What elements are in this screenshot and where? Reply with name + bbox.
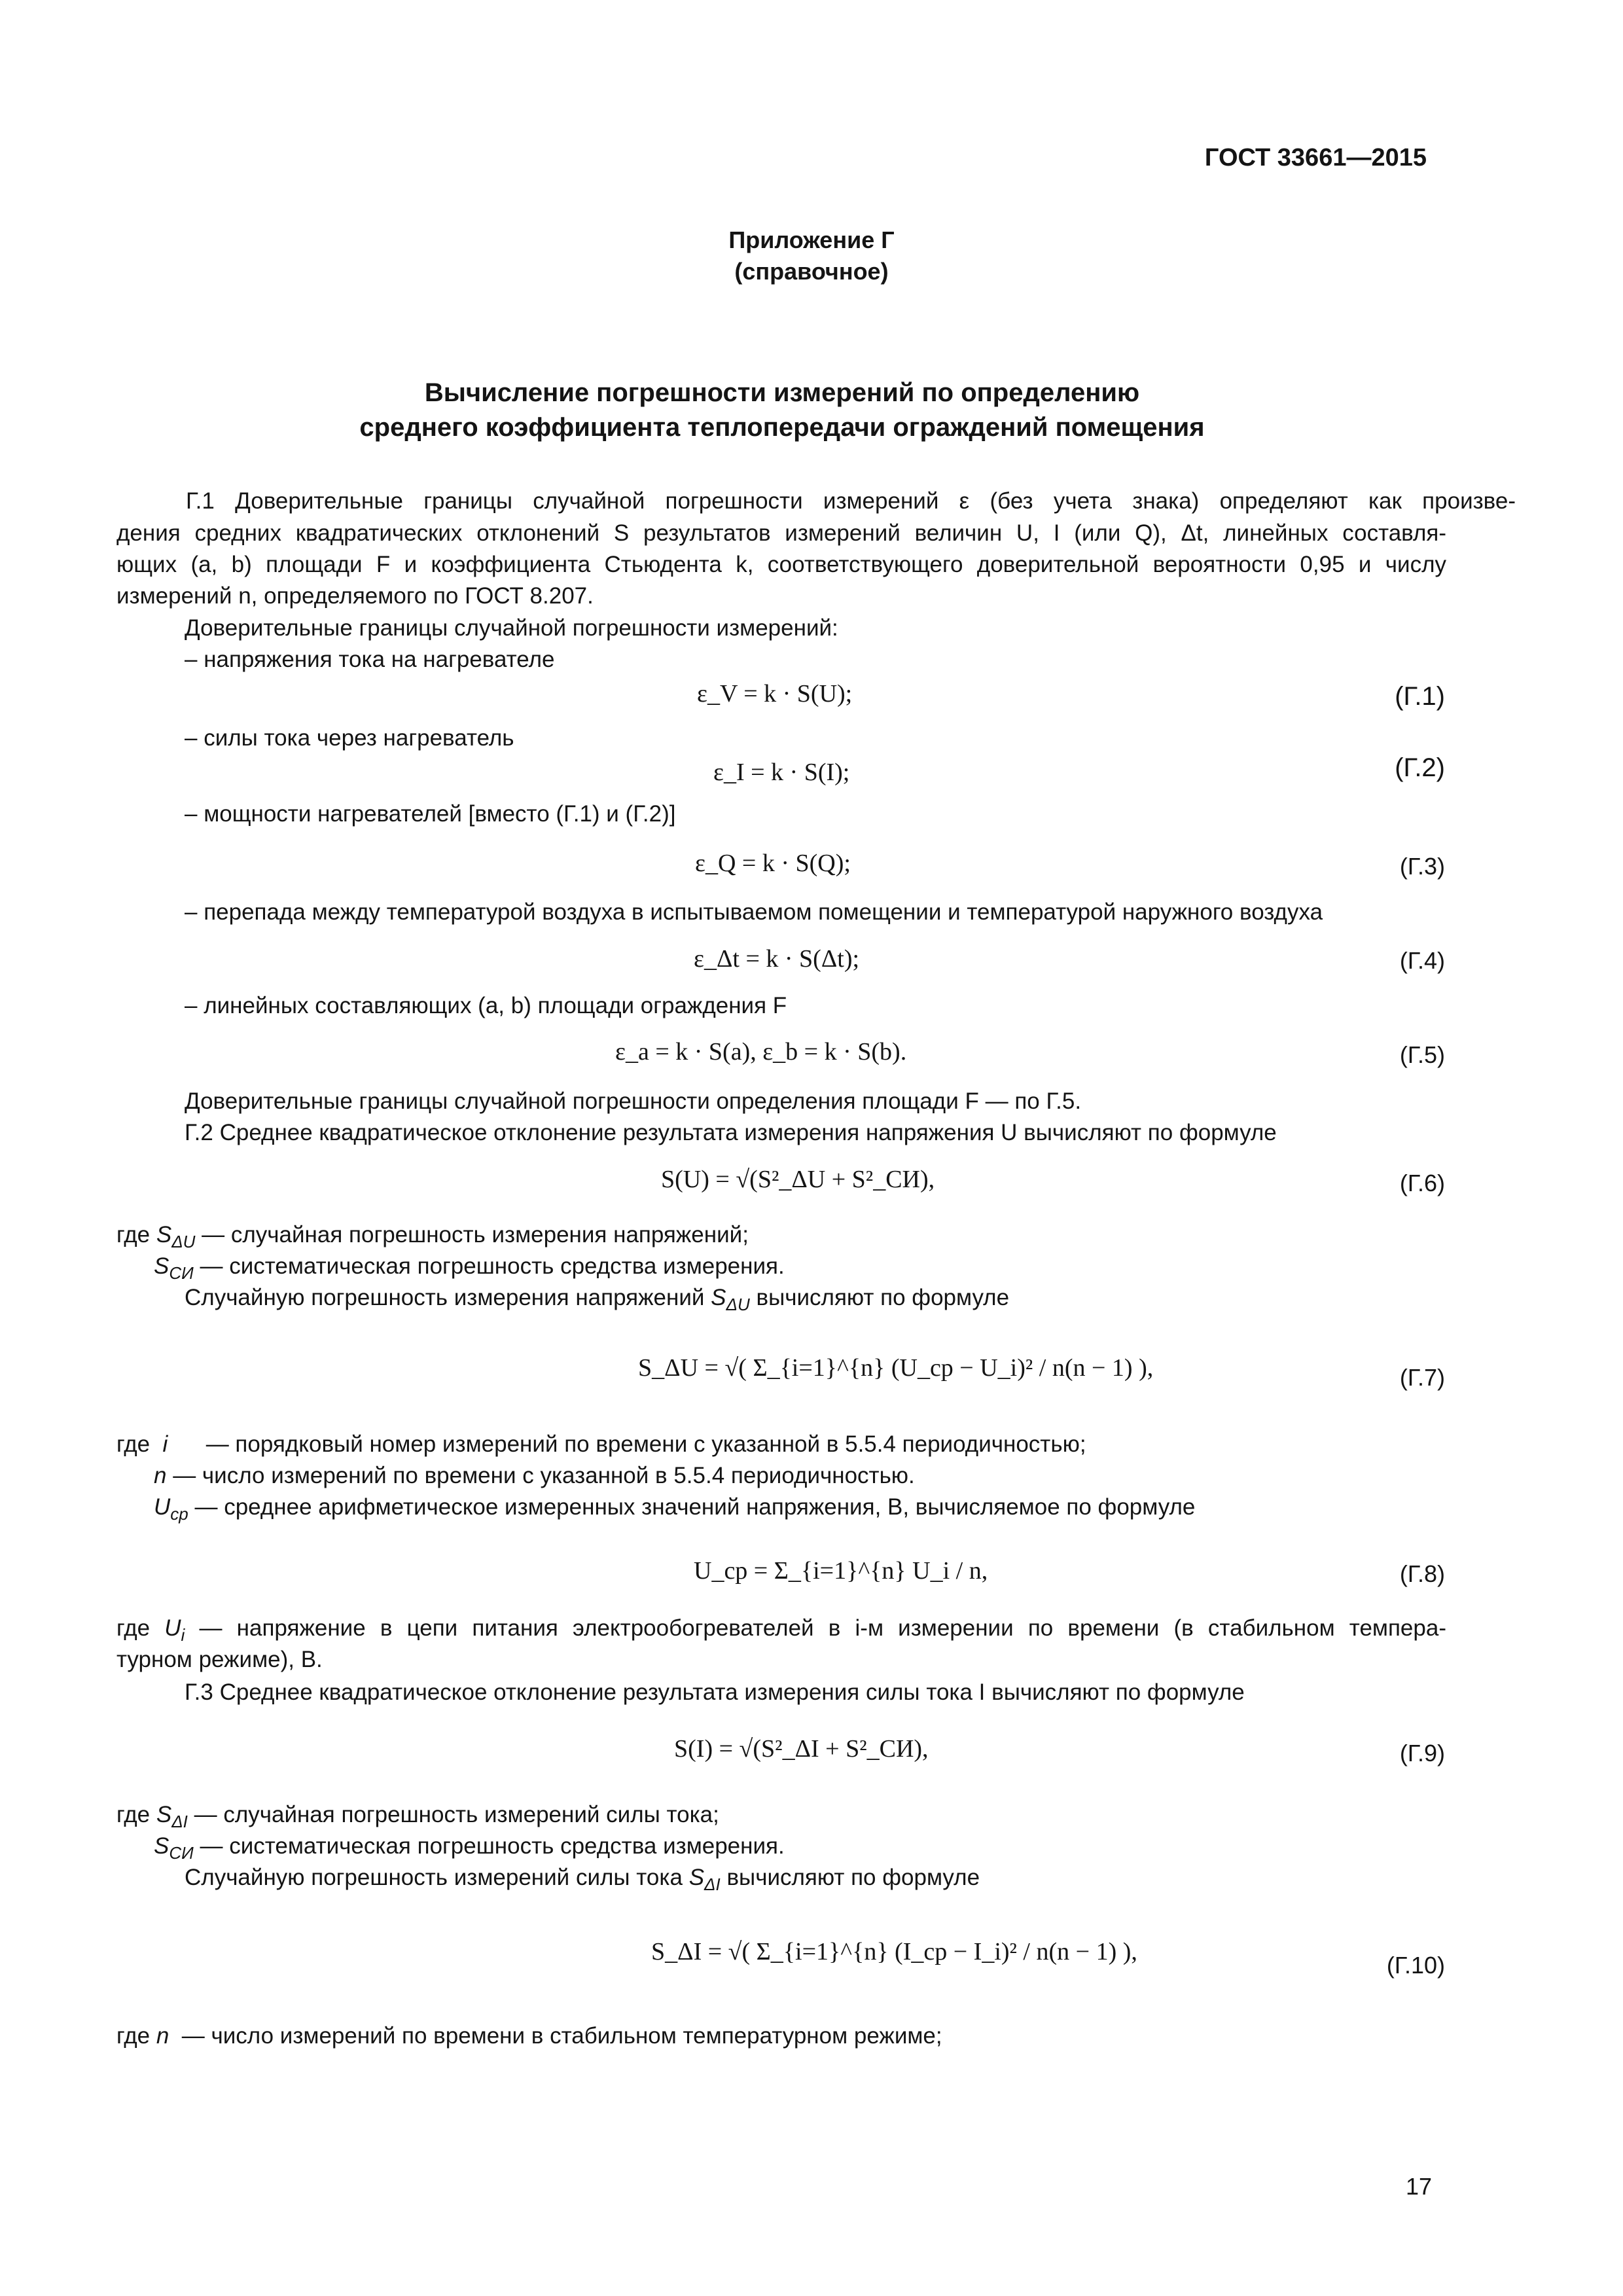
where-n-row xyxy=(154,1461,915,1490)
symbol-S-SI: $S_{СИ}$ xyxy=(154,1253,194,1283)
item-current: – силы тока через нагреватель xyxy=(185,725,514,751)
formula-g5: ε_a = k · S(a), ε_b = k · S(b). xyxy=(615,1038,907,1066)
where-n-text: — число измерений по времени с указанной в 5.5.4 периодичностью. xyxy=(173,1463,915,1488)
where-label-3: где xyxy=(116,1615,151,1641)
eq-number-g5: (Г.5) xyxy=(1399,1041,1445,1068)
item-linear: – линейных составляющих (a, b) площади ограждения F xyxy=(185,993,787,1018)
symbol-n-2: n xyxy=(156,2023,176,2049)
g1-intro: Доверительные границы случайной погрешности измерений: xyxy=(185,615,838,641)
eq-number-g2: (Г.2) xyxy=(1395,753,1445,782)
where-Ui-text-1: — напряжение в цепи питания электрообогревателей в i-м измерении по времени (в стабильном темпера- xyxy=(199,1615,1446,1641)
g1-line-4: измерений n, определяемого по ГОСТ 8.207. xyxy=(116,583,594,609)
g3-random-intro: Случайную погрешность измерений силы тока xyxy=(185,1865,683,1890)
eq-number-g9: (Г.9) xyxy=(1399,1740,1445,1767)
g2-random-tail: вычисляют по формуле xyxy=(756,1285,1010,1310)
formula-g6: S(U) = √(S²_ΔU + S²_СИ), xyxy=(661,1166,935,1193)
where-SI-text: — систематическая погрешность средства измерения. xyxy=(200,1253,785,1279)
area-note: Доверительные границы случайной погрешности определения площади F — по Г.5. xyxy=(185,1088,1082,1114)
g3-random-tail: вычисляют по формуле xyxy=(726,1865,980,1890)
annex-label: Приложение Г xyxy=(728,226,895,253)
symbol-S-dU-inline: $S_{\Delta U}$ xyxy=(711,1285,750,1314)
item-voltage: – напряжения тока на нагревателе xyxy=(185,647,555,672)
g1-line-1: Г.1 Доверительные границы случайной погрешности измерений ε (без учета знака) определяют как произве- xyxy=(186,488,1516,514)
where-label: где xyxy=(116,1222,151,1247)
formula-g1: ε_V = k · S(U); xyxy=(697,680,853,708)
formula-g8: U_ср = Σ_{i=1}^{n} U_i / n, xyxy=(694,1557,988,1585)
where-dI-text: — случайная погрешность измерений силы тока; xyxy=(194,1802,719,1827)
page-number: 17 xyxy=(1405,2173,1432,2200)
where-label-4: где xyxy=(116,1802,151,1827)
eq-number-g3: (Г.3) xyxy=(1399,853,1445,880)
g1-line-2: дения средних квадратических отклонений S результатов измерений величин U, I (или Q), Δt, линейных составля- xyxy=(116,520,1446,546)
formula-g7: S_ΔU = √( Σ_{i=1}^{n} (U_ср − U_i)² / n(n − 1) ), xyxy=(638,1354,1154,1382)
eq-number-g8: (Г.8) xyxy=(1399,1560,1445,1587)
symbol-S-dU: $S_{\Delta U}$ xyxy=(156,1222,196,1251)
where-i-row xyxy=(116,1429,1086,1459)
where-n-row-2 xyxy=(116,2021,942,2051)
symbol-Ucp: $U_{ср}$ xyxy=(154,1494,188,1524)
formula-g3: ε_Q = k · S(Q); xyxy=(695,850,851,877)
where-dU-text: — случайная погрешность измерения напряжений; xyxy=(202,1222,749,1247)
formula-g10: S_ΔI = √( Σ_{i=1}^{n} (I_ср − I_i)² / n(n − 1) ), xyxy=(651,1938,1137,1965)
g3-random-row xyxy=(185,1863,980,1899)
symbol-S-dI: $S_{\Delta I}$ xyxy=(156,1802,188,1831)
eq-number-g4: (Г.4) xyxy=(1399,947,1445,974)
where-label-5: где xyxy=(116,2023,151,2049)
where-Ui-text-2: турном режиме), В. xyxy=(116,1647,323,1672)
eq-number-g7: (Г.7) xyxy=(1399,1364,1445,1391)
symbol-i: i xyxy=(156,1431,200,1457)
symbol-S-dI-inline: $S_{\Delta I}$ xyxy=(688,1865,721,1894)
where-label-2: где xyxy=(116,1431,151,1457)
where-i-text: — порядковый номер измерений по времени с указанной в 5.5.4 периодичностью; xyxy=(205,1431,1086,1457)
annex-type: (справочное) xyxy=(734,258,889,285)
where-Ucp-row xyxy=(154,1492,1195,1529)
item-power: – мощности нагревателей [вместо (Г.1) и (Г.2)] xyxy=(185,801,676,827)
symbol-n: n xyxy=(154,1463,167,1488)
where-n-text-2: — число измерений по времени в стабильном температурном режиме; xyxy=(181,2023,942,2049)
eq-number-g10: (Г.10) xyxy=(1386,1952,1445,1979)
symbol-S-SI-2: $S_{СИ}$ xyxy=(154,1833,194,1863)
g3-text: Г.3 Среднее квадратическое отклонение результата измерения силы тока I вычисляют по формуле xyxy=(185,1679,1245,1705)
standard-number: ГОСТ 33661—2015 xyxy=(1204,144,1427,171)
formula-g2: ε_I = k · S(I); xyxy=(713,759,850,786)
g2-text: Г.2 Среднее квадратическое отклонение результата измерения напряжения U вычисляют по формуле xyxy=(185,1120,1277,1145)
eq-number-g1: (Г.1) xyxy=(1395,682,1445,711)
formula-g9: S(I) = √(S²_ΔI + S²_СИ), xyxy=(674,1735,929,1763)
item-temp: – перепада между температурой воздуха в испытываемом помещении и температурой наружного воздуха xyxy=(185,899,1323,925)
g2-random-row xyxy=(185,1283,1009,1319)
g2-random-intro: Случайную погрешность измерения напряжений xyxy=(185,1285,705,1310)
title-line-2: среднего коэффициента теплопередачи ограждений помещения xyxy=(359,413,1205,442)
symbol-Ui: $U_i$ xyxy=(164,1615,185,1645)
formula-g4: ε_Δt = k · S(Δt); xyxy=(694,945,860,973)
where-Ucp-text: — среднее арифметическое измеренных значений напряжения, В, вычисляемое по формуле xyxy=(194,1494,1196,1520)
eq-number-g6: (Г.6) xyxy=(1399,1170,1445,1196)
where-SI-text-2: — систематическая погрешность средства измерения. xyxy=(200,1833,785,1859)
title-line-1: Вычисление погрешности измерений по определению xyxy=(424,378,1140,407)
g1-line-3: ющих (a, b) площади F и коэффициента Стьюдента k, соответствующего доверительной вероятности 0,95 и числу xyxy=(116,552,1446,577)
